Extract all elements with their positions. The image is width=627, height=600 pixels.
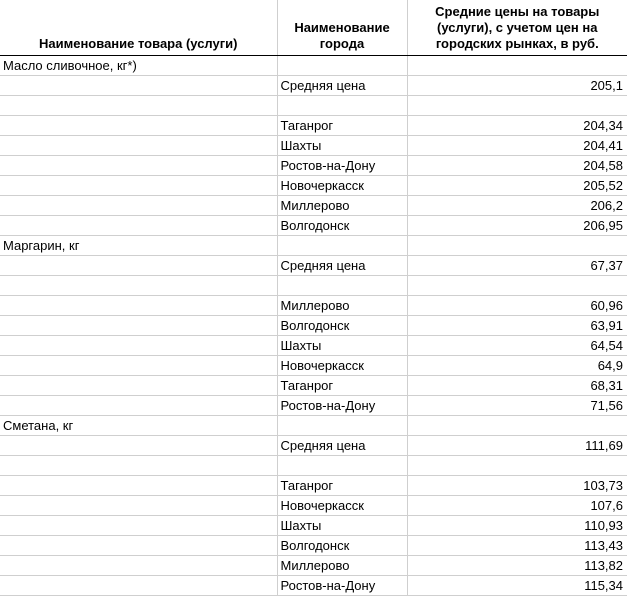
table-row — [0, 156, 627, 176]
product-cell[interactable] — [0, 96, 277, 116]
product-cell[interactable] — [0, 256, 277, 276]
table-row — [0, 136, 627, 156]
table-row — [0, 576, 627, 596]
table-row — [0, 256, 627, 276]
price-cell[interactable] — [407, 276, 627, 296]
price-cell[interactable]: 115,34 — [407, 576, 627, 596]
table-row — [0, 376, 627, 396]
price-cell[interactable] — [407, 236, 627, 256]
product-cell[interactable]: Маргарин, кг — [0, 236, 277, 256]
product-cell[interactable] — [0, 176, 277, 196]
city-cell[interactable]: Новочеркасск — [277, 176, 407, 196]
city-cell[interactable]: Волгодонск — [277, 216, 407, 236]
table-row — [0, 456, 627, 476]
table-row — [0, 176, 627, 196]
city-cell[interactable]: Шахты — [277, 336, 407, 356]
price-cell[interactable]: 71,56 — [407, 396, 627, 416]
price-cell[interactable]: 67,37 — [407, 256, 627, 276]
table-row — [0, 196, 627, 216]
price-cell[interactable]: 63,91 — [407, 316, 627, 336]
product-cell[interactable]: Сметана, кг — [0, 416, 277, 436]
city-cell[interactable] — [277, 236, 407, 256]
table-row — [0, 516, 627, 536]
price-cell[interactable] — [407, 56, 627, 76]
table-body — [0, 56, 627, 596]
product-cell[interactable] — [0, 136, 277, 156]
price-cell[interactable]: 206,95 — [407, 216, 627, 236]
table-row — [0, 96, 627, 116]
table-row — [0, 476, 627, 496]
city-cell[interactable]: Шахты — [277, 516, 407, 536]
city-cell[interactable] — [277, 96, 407, 116]
price-cell[interactable]: 205,1 — [407, 76, 627, 96]
table-row — [0, 356, 627, 376]
table-row — [0, 316, 627, 336]
product-cell[interactable] — [0, 396, 277, 416]
product-cell[interactable] — [0, 116, 277, 136]
table-row — [0, 56, 627, 76]
city-cell[interactable] — [277, 276, 407, 296]
city-cell[interactable]: Миллерово — [277, 556, 407, 576]
price-cell[interactable]: 103,73 — [407, 476, 627, 496]
city-cell[interactable] — [277, 456, 407, 476]
product-cell[interactable] — [0, 576, 277, 596]
product-cell[interactable] — [0, 336, 277, 356]
table-row — [0, 216, 627, 236]
product-cell[interactable] — [0, 196, 277, 216]
header-city: Наименование города — [277, 0, 407, 56]
city-cell[interactable] — [277, 416, 407, 436]
price-cell[interactable]: 204,34 — [407, 116, 627, 136]
header-product: Наименование товара (услуги) — [0, 0, 277, 56]
price-cell[interactable]: 204,58 — [407, 156, 627, 176]
product-cell[interactable] — [0, 456, 277, 476]
table-row — [0, 336, 627, 356]
price-cell[interactable]: 204,41 — [407, 136, 627, 156]
price-cell[interactable] — [407, 416, 627, 436]
price-cell[interactable]: 107,6 — [407, 496, 627, 516]
price-cell[interactable]: 60,96 — [407, 296, 627, 316]
table-row — [0, 436, 627, 456]
city-cell[interactable]: Таганрог — [277, 476, 407, 496]
price-cell[interactable] — [407, 456, 627, 476]
product-cell[interactable] — [0, 216, 277, 236]
product-cell[interactable] — [0, 436, 277, 456]
city-cell[interactable] — [277, 56, 407, 76]
table-row — [0, 496, 627, 516]
product-cell[interactable] — [0, 156, 277, 176]
city-cell[interactable]: Новочеркасск — [277, 496, 407, 516]
price-cell[interactable]: 205,52 — [407, 176, 627, 196]
product-cell[interactable] — [0, 76, 277, 96]
table-row — [0, 76, 627, 96]
table-row — [0, 296, 627, 316]
city-cell[interactable]: Ростов-на-Дону — [277, 576, 407, 596]
price-cell[interactable]: 113,43 — [407, 536, 627, 556]
table-row — [0, 396, 627, 416]
price-cell[interactable]: 206,2 — [407, 196, 627, 216]
table-row — [0, 536, 627, 556]
product-cell[interactable] — [0, 376, 277, 396]
city-cell[interactable]: Ростов-на-Дону — [277, 396, 407, 416]
price-cell[interactable]: 110,93 — [407, 516, 627, 536]
product-cell[interactable] — [0, 516, 277, 536]
table-row — [0, 116, 627, 136]
product-cell[interactable] — [0, 536, 277, 556]
product-cell[interactable] — [0, 356, 277, 376]
table-row — [0, 556, 627, 576]
price-cell[interactable]: 113,82 — [407, 556, 627, 576]
table-row — [0, 416, 627, 436]
header-price: Средние цены на товары (услуги), с учетом цен на городских рынках, в руб. — [407, 0, 627, 56]
city-cell[interactable]: Ростов-на-Дону — [277, 156, 407, 176]
header-row — [0, 0, 627, 56]
price-cell[interactable]: 64,9 — [407, 356, 627, 376]
city-cell[interactable]: Таганрог — [277, 376, 407, 396]
table-row — [0, 236, 627, 256]
table-row — [0, 276, 627, 296]
price-cell[interactable]: 68,31 — [407, 376, 627, 396]
product-cell[interactable] — [0, 476, 277, 496]
price-cell[interactable] — [407, 96, 627, 116]
product-cell[interactable] — [0, 296, 277, 316]
city-cell[interactable]: Средняя цена — [277, 436, 407, 456]
price-cell[interactable]: 111,69 — [407, 436, 627, 456]
city-cell[interactable]: Таганрог — [277, 116, 407, 136]
city-cell[interactable]: Волгодонск — [277, 316, 407, 336]
city-cell[interactable]: Новочеркасск — [277, 356, 407, 376]
product-cell[interactable] — [0, 556, 277, 576]
city-cell[interactable]: Миллерово — [277, 296, 407, 316]
city-cell[interactable]: Средняя цена — [277, 256, 407, 276]
product-cell[interactable] — [0, 316, 277, 336]
product-cell[interactable]: Масло сливочное, кг*) — [0, 56, 277, 76]
product-cell[interactable] — [0, 276, 277, 296]
city-cell[interactable]: Шахты — [277, 136, 407, 156]
city-cell[interactable]: Волгодонск — [277, 536, 407, 556]
price-cell[interactable]: 64,54 — [407, 336, 627, 356]
product-cell[interactable] — [0, 496, 277, 516]
city-cell[interactable]: Средняя цена — [277, 76, 407, 96]
city-cell[interactable]: Миллерово — [277, 196, 407, 216]
